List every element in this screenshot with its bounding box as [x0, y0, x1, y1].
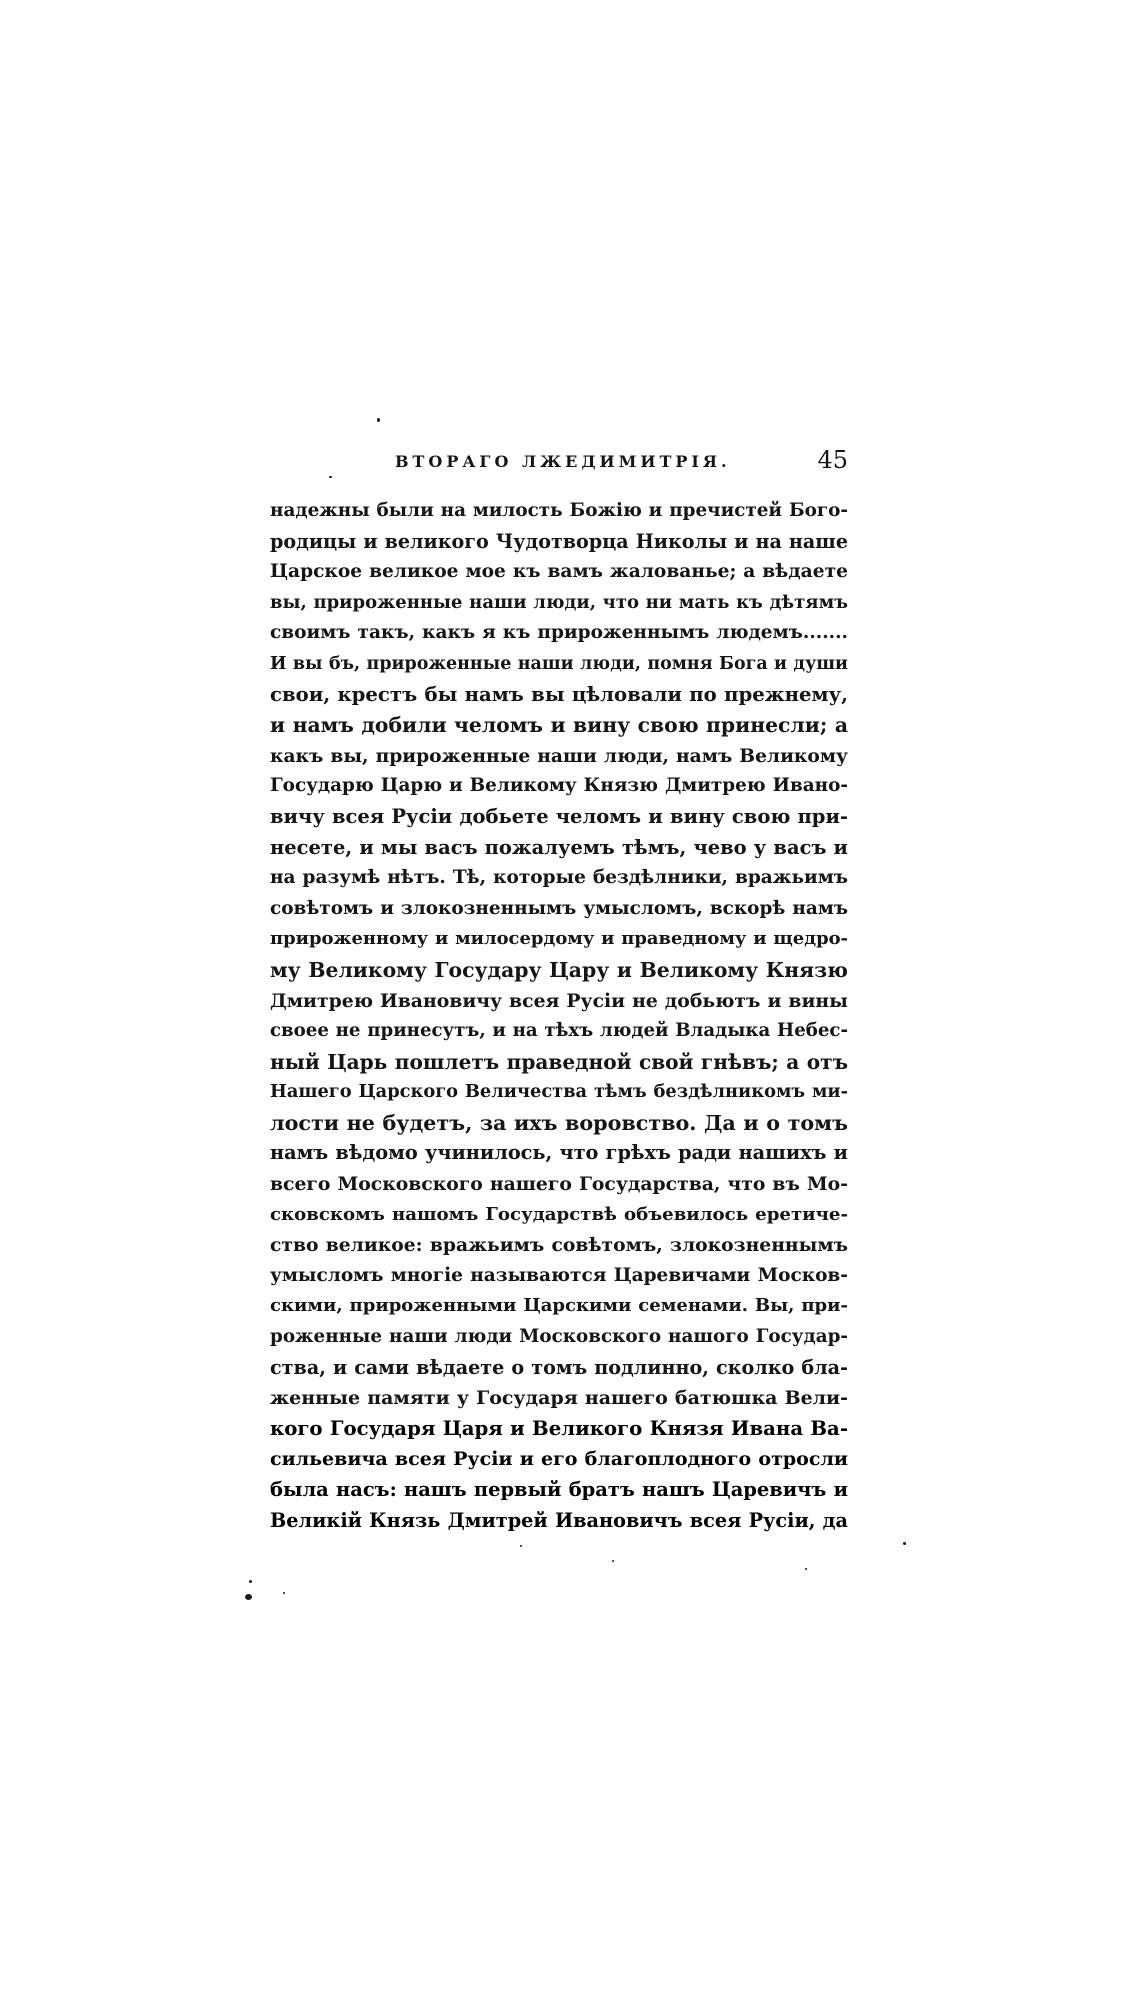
text-line: Великій Князь Дмитрей Ивановичъ всея Русіи, да — [270, 1508, 848, 1532]
scan-speck — [520, 1545, 522, 1547]
text-line: вы, прироженные наши люди, что ни мать къ дѣтямъ — [270, 591, 848, 613]
scan-speck — [612, 1560, 614, 1562]
text-line: родицы и великого Чудотворца Николы и на наше — [270, 529, 848, 553]
text-line: роженные наши люди Московского нашого Государ- — [270, 1326, 848, 1348]
text-line: Государю Царю и Великому Князю Дмитрею Ивано- — [270, 775, 848, 797]
running-title: ВТОРАГО ЛЖЕДИМИТРІЯ. — [395, 452, 731, 471]
text-line: намъ вѣдомо учинилось, что грѣхъ ради нашихъ и — [270, 1141, 848, 1165]
text-line: лости не будетъ, за ихъ воровство. Да и о томъ — [270, 1110, 848, 1135]
text-line: му Великому Государу Цару и Великому Князю — [270, 957, 848, 982]
text-line: Царское великое мое къ вамъ жалованье; а вѣдаете — [270, 561, 848, 583]
text-line: И вы бъ, прироженные наши люди, помня Бога и души — [270, 653, 848, 674]
text-line: свои, крестъ бы намъ вы цѣловали по прежнему, — [270, 682, 848, 706]
text-line: вичу всея Русіи добьете челомъ и вину свою при- — [270, 804, 848, 828]
text-line: сильевича всея Русіи и его благоплодного отросли — [270, 1448, 848, 1471]
scan-speck — [903, 1542, 906, 1545]
text-line: сковскомъ нашомъ Государствѣ объевилось еретиче- — [270, 1203, 848, 1225]
scan-speck — [283, 1592, 285, 1594]
text-line: какъ вы, прироженные наши люди, намъ Великому — [270, 744, 848, 767]
text-line: своее не принесутъ, и на тѣхъ людей Владыка Небес- — [270, 1020, 848, 1042]
text-line: несете, и мы васъ пожалуемъ тѣмъ, чево у васъ и — [270, 835, 848, 859]
text-line: всего Московского нашего Государства, что въ Мо- — [270, 1173, 848, 1196]
text-line: Дмитрею Ивановичу всея Русіи не добьютъ и вины — [270, 989, 848, 1012]
text-line: умысломъ многіе называются Царевичами Москов- — [270, 1264, 848, 1286]
text-line: ный Царь пошлетъ праведной свой гнѣвъ; а отъ — [270, 1049, 848, 1074]
scan-speck — [245, 1594, 252, 1600]
body-text — [270, 496, 848, 1536]
text-line: надежны были на милость Божію и пречистей Бого- — [270, 500, 848, 521]
text-line: прироженному и милосердому и праведному и щедро- — [270, 928, 848, 950]
text-line: на разумѣ нѣтъ. Тѣ, которые бездѣлники, вражьимъ — [270, 867, 848, 889]
text-line: ство великое: вражьимъ совѣтомъ, злокозненнымъ — [270, 1234, 848, 1257]
page-header — [270, 446, 848, 481]
scan-speck — [377, 418, 380, 422]
text-line: кого Государя Царя и Великого Князя Ивана Ва- — [270, 1416, 848, 1440]
text-line: была насъ: нашъ первый братъ нашъ Царевичъ и — [270, 1478, 848, 1501]
page-number: 45 — [817, 446, 848, 474]
scan-speck — [249, 1580, 252, 1583]
scan-speck — [329, 476, 332, 478]
scan-speck — [805, 1568, 807, 1570]
text-line: своимъ такъ, какъ я къ прироженнымъ людемъ....... — [270, 622, 848, 644]
text-line: ства, и сами вѣдаете о томъ подлинно, сколко бла- — [270, 1355, 848, 1379]
text-line: скими, прироженными Царскими семенами. Вы, при- — [270, 1295, 848, 1317]
text-line: женные памяти у Государя нашего батюшка Вели- — [270, 1387, 848, 1410]
text-line: совѣтомъ и злокозненнымъ умысломъ, вскорѣ намъ — [270, 897, 848, 919]
text-line: Нашего Царского Величества тѣмъ бездѣлникомъ ми- — [270, 1081, 848, 1103]
text-line: и намъ добили челомъ и вину свою принесли; а — [270, 713, 848, 738]
